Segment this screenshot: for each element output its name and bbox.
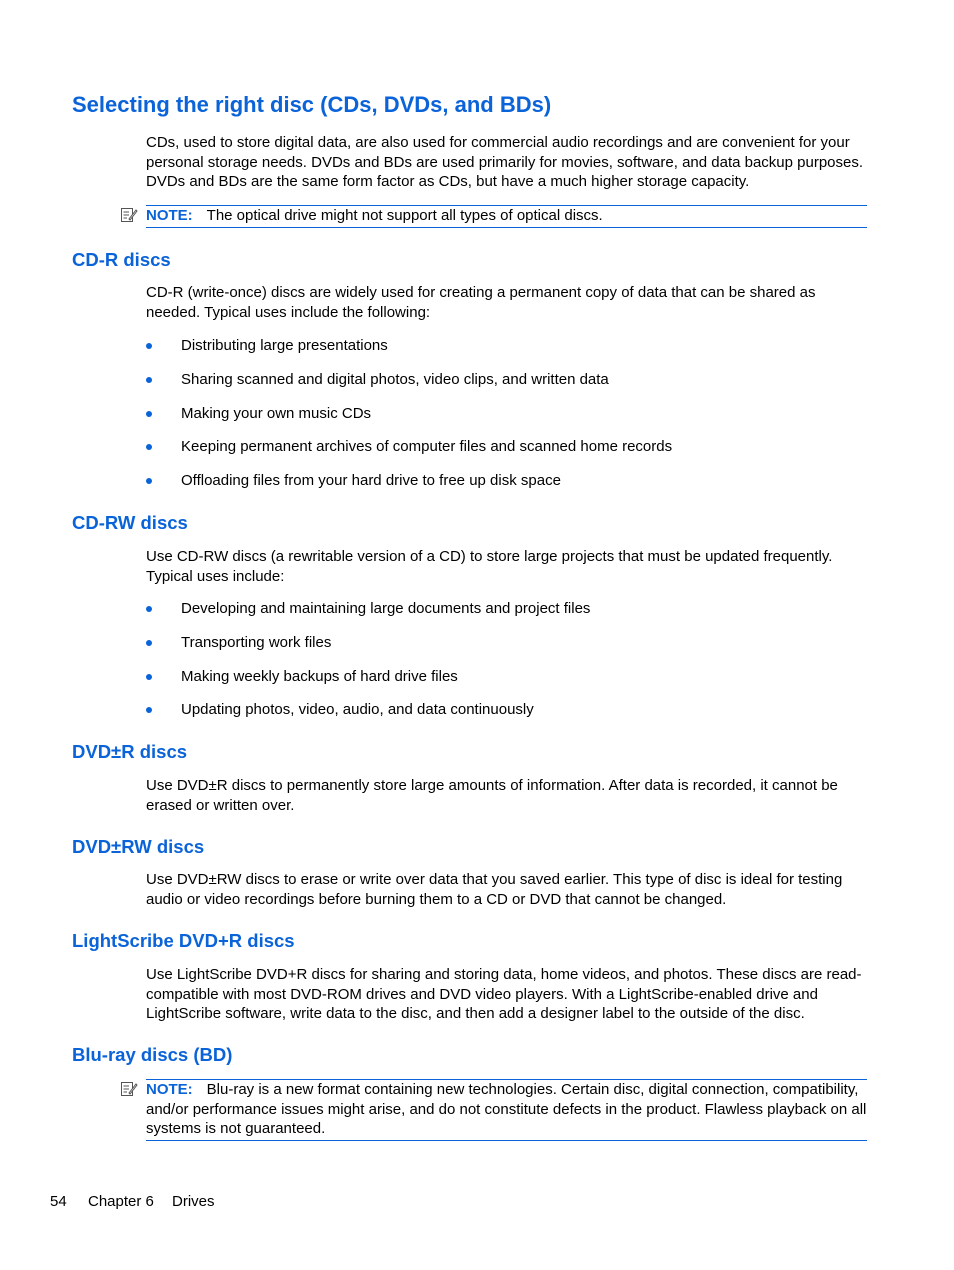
heading-cdr: CD-R discs — [72, 249, 171, 270]
heading-lightscribe: LightScribe DVD+R discs — [72, 930, 295, 951]
heading-cdrw: CD-RW discs — [72, 512, 188, 533]
note-icon — [120, 1080, 138, 1098]
note-text: Blu-ray is a new format containing new technologies. Certain disc, digital connection, compatibility, and/or performance issues might arise, and do not constitute defects in the product. Flawless playback on all systems is not guaranteed. — [146, 1081, 867, 1137]
bullet-icon — [146, 606, 152, 612]
note-optical-support — [146, 205, 867, 228]
note-label: NOTE: — [146, 1081, 193, 1098]
heading-dvdrw: DVD±RW discs — [72, 836, 205, 857]
bullet-icon — [146, 707, 152, 713]
bullet-icon — [146, 478, 152, 484]
cdr-paragraph: CD-R (write-once) discs are widely used for creating a permanent copy of data that can be shared as needed. Typical uses include the following: — [146, 284, 816, 321]
bullet-icon — [146, 674, 152, 680]
cdrw-paragraph: Use CD-RW discs (a rewritable version of a CD) to store large projects that must be updated frequently. Typical uses include: — [146, 548, 833, 585]
lightscribe-paragraph: Use LightScribe DVD+R discs for sharing and storing data, home videos, and photos. These discs are read-compatible with most DVD-ROM drives and DVD video players. With a LightScribe-enabled drive and LightScribe software, write data to the disc, and then add a designer label to the outside of the disc. — [146, 966, 862, 1022]
page-title: Selecting the right disc (CDs, DVDs, and BDs) — [72, 92, 552, 117]
intro-paragraph: CDs, used to store digital data, are also used for commercial audio recordings and are convenient for your personal storage needs. DVDs and BDs are used primarily for movies, software, and data backup purposes. DVDs and BDs are the same form factor as CDs, but have a much higher storage capacity. — [146, 134, 864, 190]
bullet-icon — [146, 640, 152, 646]
note-bluray — [146, 1079, 867, 1141]
page-number: 54 — [50, 1193, 67, 1210]
note-label: NOTE: — [146, 207, 193, 224]
dvdrw-paragraph: Use DVD±RW discs to erase or write over data that you saved earlier. This type of disc is ideal for testing audio or video recordings before burning them to a CD or DVD that cannot be changed. — [146, 871, 843, 908]
note-text: The optical drive might not support all types of optical discs. — [206, 207, 603, 224]
note-icon — [120, 206, 138, 224]
bullet-icon — [146, 343, 152, 349]
heading-bluray: Blu-ray discs (BD) — [72, 1044, 233, 1065]
bullet-icon — [146, 444, 152, 450]
footer-chapter: Chapter 6 — [88, 1193, 154, 1210]
footer-section: Drives — [172, 1193, 215, 1210]
dvdr-paragraph: Use DVD±R discs to permanently store large amounts of information. After data is recorded, it cannot be erased or written over. — [146, 777, 838, 814]
bullet-icon — [146, 377, 152, 383]
bullet-icon — [146, 411, 152, 417]
heading-dvdr: DVD±R discs — [72, 741, 188, 762]
